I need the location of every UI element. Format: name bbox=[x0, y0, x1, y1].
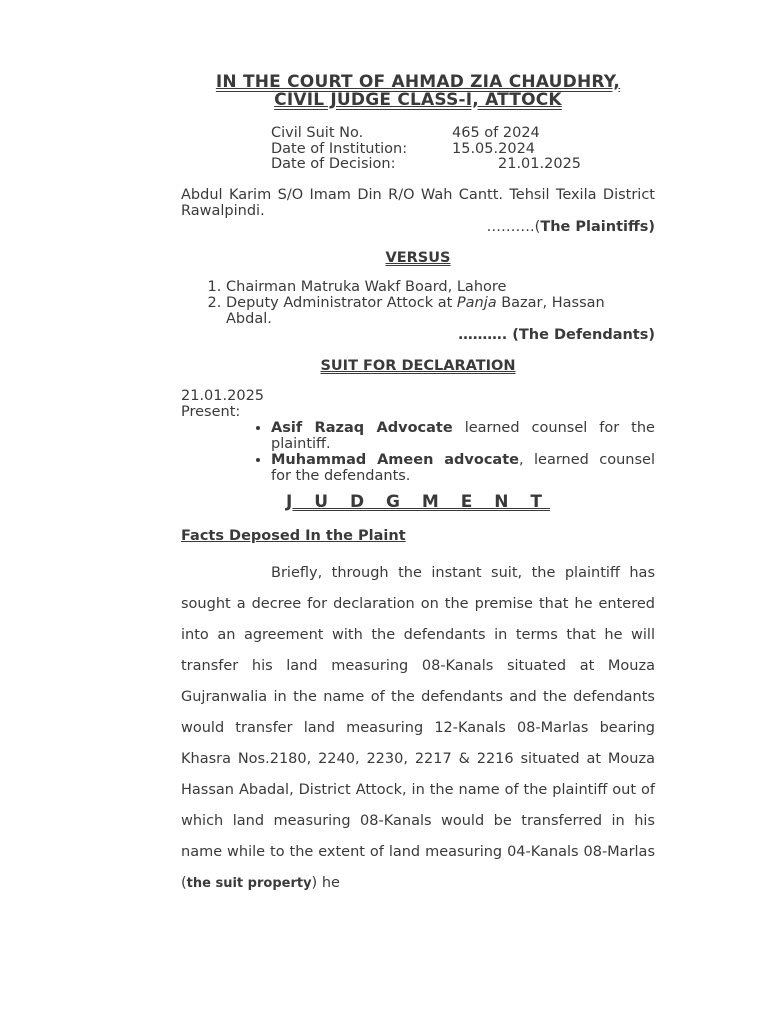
institution-date-row bbox=[271, 142, 655, 158]
decision-date-label: Date of Decision: bbox=[271, 156, 396, 172]
defendants-list bbox=[181, 279, 655, 327]
counsel-item bbox=[271, 452, 655, 484]
plaintiff-details: Abdul Karim S/O Imam Din R/O Wah Cantt. Tehsil Texila District Rawalpindi. bbox=[181, 186, 655, 219]
decision-date-value: 21.01.2025 bbox=[498, 156, 582, 172]
present-label: Present: bbox=[181, 403, 241, 420]
institution-date-value: 15.05.2024 bbox=[452, 140, 536, 157]
versus-heading: VERSUS bbox=[385, 249, 451, 266]
facts-paragraph bbox=[181, 558, 655, 899]
facts-text: Briefly, through the instant suit, the plaintiff has sought a decree for declaration on the premise that he entered into an agreement with the defendants in terms that he will transfer his land measuring 08-Kanals situated at Mouza Gujranwalia in the name of the defendants and the defendants would transfer land measuring 12-Kanals 08-Marlas bearing Khasra Nos.2180, 2240, 2230, 2217 & 2216 situated at Mouza Hassan Abadal, District Attock, in the name of the plaintiff out of which land measuring 08-Kanals would be transferred in his name while to the extent of land measuring 04-Kanals 08-Marlas ( bbox=[181, 564, 655, 891]
judgment-heading: J U D G M E N T bbox=[286, 491, 550, 512]
plaintiff-dots: ……….( bbox=[486, 218, 541, 235]
facts-heading: Facts Deposed In the Plaint bbox=[181, 527, 406, 544]
suit-number-label: Civil Suit No. bbox=[271, 125, 364, 141]
court-title bbox=[181, 73, 655, 109]
hearing-date: 21.01.2025 bbox=[181, 387, 265, 404]
suit-number-value: 465 of 2024 bbox=[452, 125, 540, 141]
plaintiff-label: The Plaintiffs) bbox=[540, 218, 655, 235]
facts-text-end: ) he bbox=[311, 874, 340, 891]
suit-number-row bbox=[271, 126, 655, 142]
counsel-list bbox=[181, 420, 655, 484]
court-title-line1: IN THE COURT OF AHMAD ZIA CHAUDHRY, bbox=[215, 72, 621, 92]
decision-date-row bbox=[271, 157, 655, 173]
counsel-1-role: learned counsel for the plaintiff. bbox=[271, 419, 655, 452]
defendant-2-post: Bazar, Hassan Abdal. bbox=[226, 294, 605, 327]
document-page bbox=[181, 0, 655, 899]
counsel-2-role: , learned counsel for the defendants. bbox=[271, 451, 655, 484]
court-title-line2: CIVIL JUDGE CLASS-I, ATTOCK bbox=[274, 90, 562, 110]
defendants-label: ………. (The Defendants) bbox=[458, 326, 655, 343]
hearing-block bbox=[181, 388, 655, 420]
suit-property-term: the suit property bbox=[186, 875, 312, 891]
defendant-item: 1. Chairman Matruka Wakf Board, Lahore bbox=[226, 279, 655, 295]
plaintiff-role bbox=[181, 219, 655, 235]
case-meta bbox=[271, 126, 655, 173]
counsel-item bbox=[271, 420, 655, 452]
institution-date-label: Date of Institution: bbox=[271, 140, 408, 157]
suit-heading: SUIT FOR DECLARATION bbox=[320, 357, 516, 374]
defendant-2-italic: Panja bbox=[456, 294, 497, 311]
counsel-1-name: Asif Razaq Advocate bbox=[271, 419, 453, 436]
defendant-2-pre: Deputy Administrator Attock at bbox=[226, 294, 457, 311]
counsel-2-name: Muhammad Ameen advocate bbox=[271, 451, 519, 468]
defendant-item bbox=[226, 295, 655, 327]
